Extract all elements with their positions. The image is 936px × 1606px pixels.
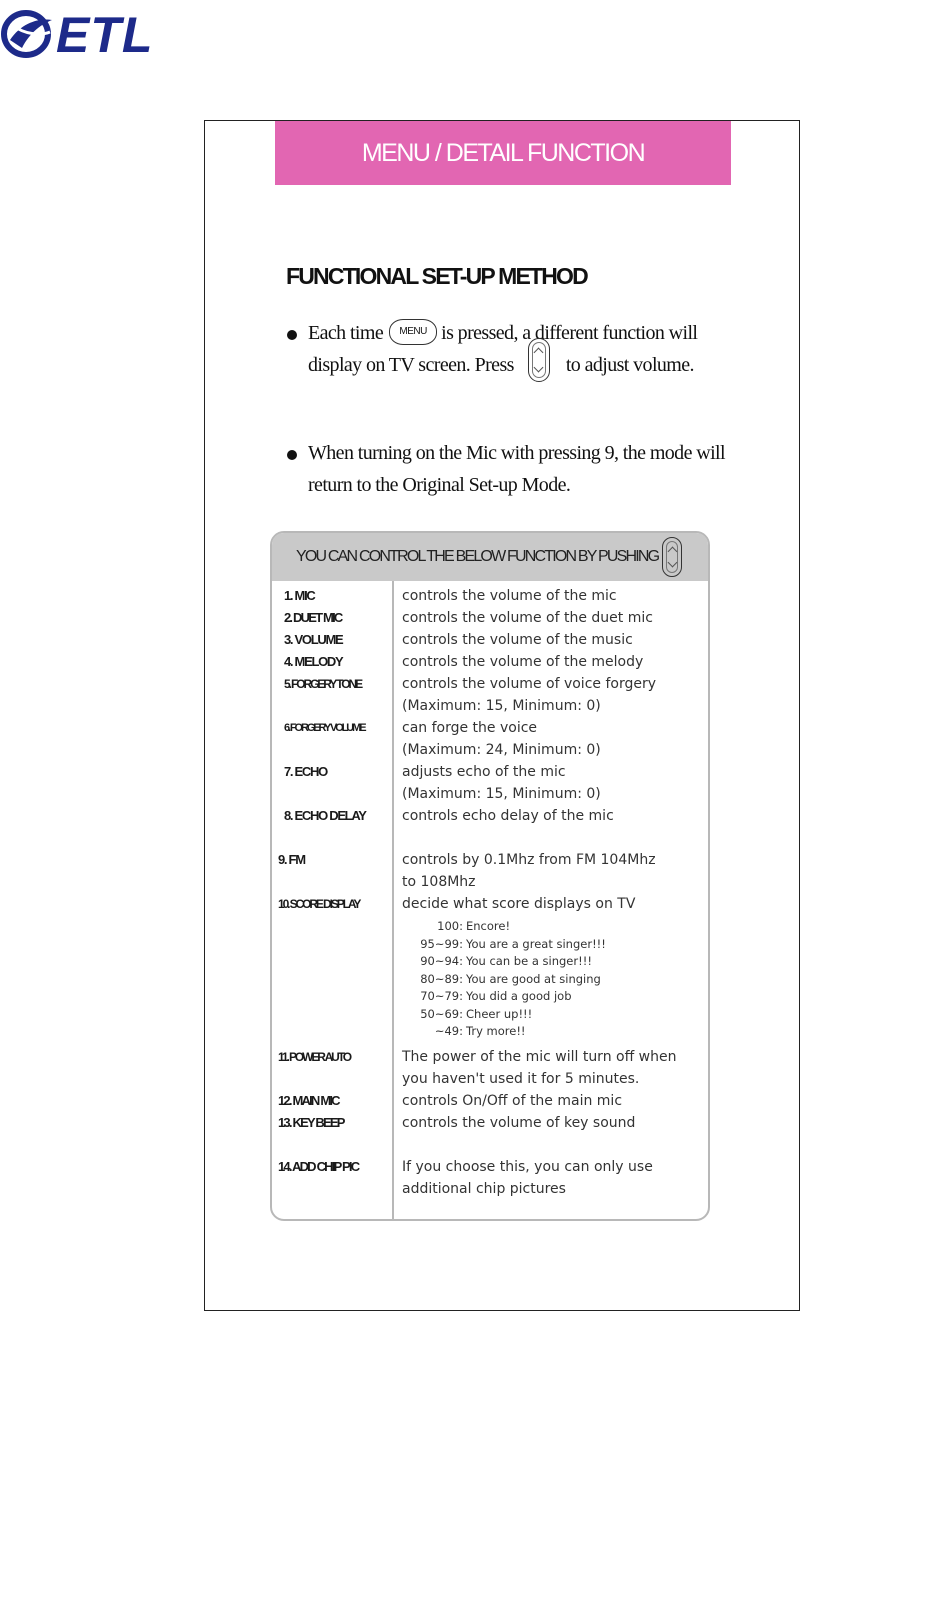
score-item: 50~69: Cheer up!!!	[420, 1006, 533, 1021]
function-desc-range: (Maximum: 15, Minimum: 0)	[402, 786, 601, 802]
function-box-title: YOU CAN CONTROL THE BELOW FUNCTION BY PUSHING	[296, 548, 659, 565]
score-item: 90~94: You can be a singer!!!	[420, 954, 592, 968]
page-banner	[275, 121, 731, 185]
bullet-1-text	[308, 317, 727, 382]
function-desc: adjusts echo of the mic	[402, 764, 566, 780]
function-desc-cont: additional chip pictures	[402, 1181, 566, 1197]
menu-button-icon: MENU	[389, 319, 437, 345]
function-label: 14. ADD CHIP PIC	[278, 1159, 359, 1174]
function-desc: controls the volume of the mic	[402, 588, 617, 604]
function-label: 1. MIC	[284, 588, 315, 603]
function-desc: controls On/Off of the main mic	[402, 1093, 623, 1109]
banner-title: MENU / DETAIL FUNCTION	[361, 138, 645, 167]
function-desc: controls the volume of the music	[402, 632, 633, 648]
score-item: 70~79: You did a good job	[420, 989, 572, 1003]
function-box-header	[272, 533, 708, 581]
function-desc: decide what score displays on TV	[402, 896, 636, 912]
function-label: 10. SCORE DISPLAY	[278, 897, 360, 911]
function-label: 5. FORGERY TONE	[284, 677, 361, 691]
function-desc: controls the volume of the melody	[402, 654, 644, 670]
function-desc: The power of the mic will turn off when	[402, 1049, 677, 1065]
manual-page	[204, 120, 800, 1311]
bullet-dot	[287, 330, 297, 340]
function-desc: controls echo delay of the mic	[402, 808, 614, 824]
function-desc-cont: to 108Mhz	[402, 874, 476, 890]
function-box	[270, 531, 710, 1221]
bullet-dot	[287, 450, 297, 460]
function-label: 7. ECHO	[284, 764, 327, 779]
function-label: 8. ECHO DELAY	[284, 808, 366, 823]
bullet-1	[287, 317, 727, 382]
volume-button-icon	[662, 537, 682, 577]
column-divider	[392, 581, 394, 1219]
bullet-1-part2: is pressed, a different function will display on TV screen. Press	[308, 322, 698, 376]
function-label: 11. POWER AUTO	[278, 1050, 350, 1064]
function-label: 6. FORGERY VOLUME	[284, 722, 365, 734]
function-label: 13. KEY BEEP	[278, 1115, 344, 1130]
function-desc: controls the volume of the duet mic	[402, 610, 653, 626]
function-desc: If you choose this, you can only use	[402, 1159, 653, 1175]
section-heading: FUNCTIONAL SET-UP METHOD	[286, 263, 587, 289]
score-table	[406, 918, 606, 1041]
function-label: 4. MELODY	[284, 654, 343, 669]
etl-logo	[0, 4, 170, 60]
bullet-1-part3: to adjust volume.	[565, 354, 694, 376]
function-desc: controls the volume of voice forgery	[402, 676, 657, 692]
score-item: 100: Encore!	[437, 919, 511, 933]
function-label: 9. FM	[278, 852, 305, 867]
function-label: 12. MAIN MIC	[278, 1093, 339, 1108]
bullet-1-part1: Each time	[308, 322, 384, 344]
function-desc: controls the volume of key sound	[402, 1115, 636, 1131]
volume-button-icon	[528, 338, 550, 382]
function-desc-range: (Maximum: 24, Minimum: 0)	[402, 742, 601, 758]
function-desc: can forge the voice	[402, 720, 538, 736]
function-desc: controls by 0.1Mhz from FM 104Mhz	[402, 852, 656, 868]
score-item: ~49: Try more!!	[434, 1024, 526, 1038]
function-label: 3. VOLUME	[284, 632, 343, 647]
logo-text: ETL	[56, 7, 154, 60]
function-desc-cont: you haven't used it for 5 minutes.	[402, 1071, 640, 1087]
function-label: 2. DUET MIC	[284, 610, 342, 625]
score-item: 95~99: You are a great singer!!!	[420, 936, 606, 951]
function-desc-range: (Maximum: 15, Minimum: 0)	[402, 698, 601, 714]
bullet-2-text: When turning on the Mic with pressing 9, the mode will return to the Original Set-up Mode.	[308, 442, 725, 496]
score-item: 80~89: You are good at singing	[420, 971, 601, 986]
logo-swirl-icon	[4, 13, 52, 55]
bullet-2	[287, 437, 747, 501]
